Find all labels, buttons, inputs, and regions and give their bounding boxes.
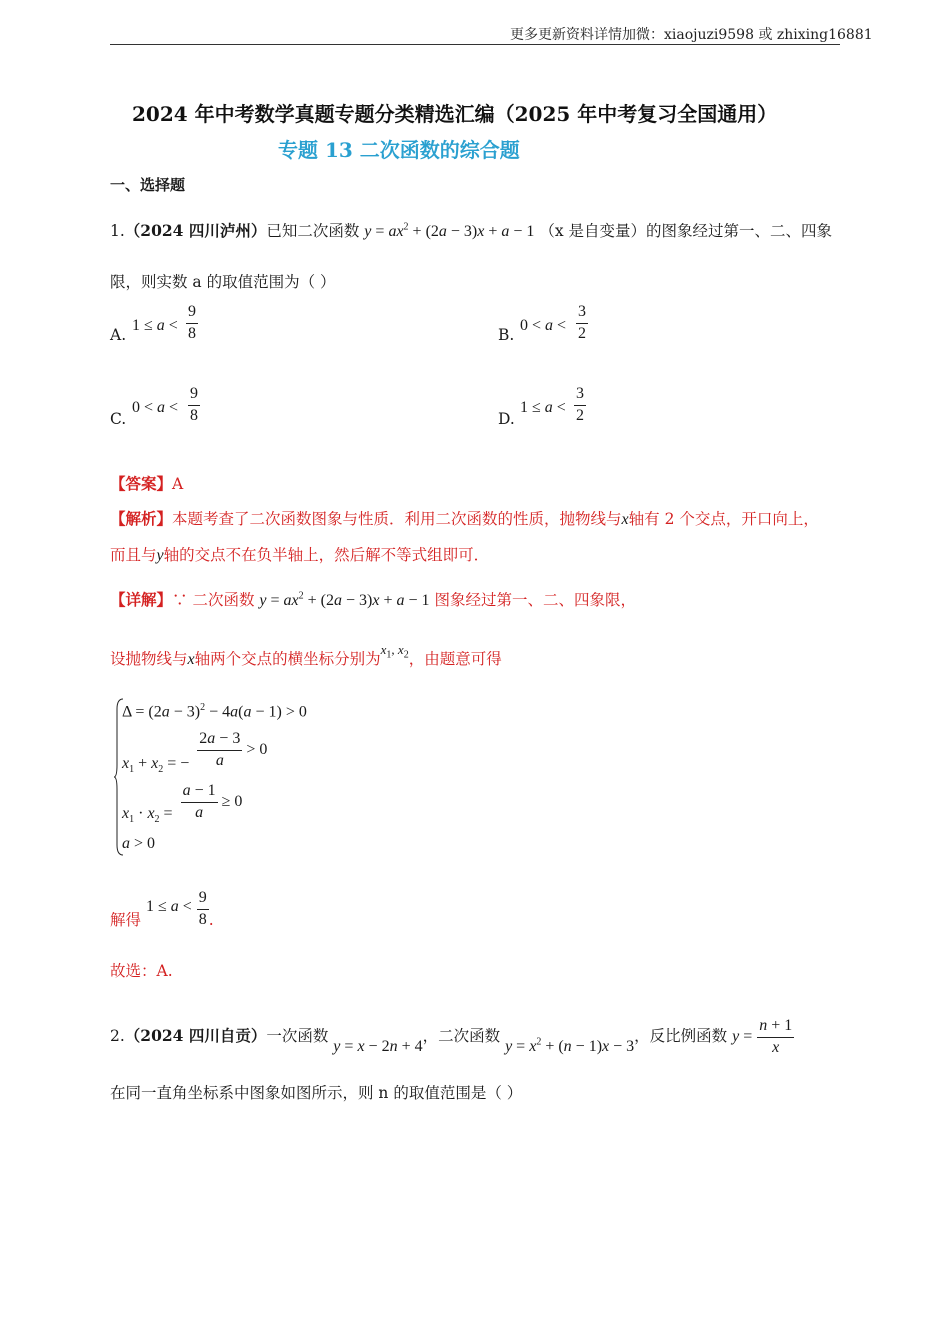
system-line-discriminant: $\Delta = (2a - 3)^2 - 4a(a - 1) > 0$ (122, 702, 307, 721)
analysis-text-1b: 轴有 2 个交点，开口向上， (628, 510, 819, 528)
q2-linear-formula: y = x − 2n + 4 (333, 1038, 423, 1056)
q1-choose: 故选：A. (110, 962, 173, 980)
q2-stem-b: ，二次函数 (422, 1027, 501, 1046)
detail-label: 【详解】 (110, 590, 173, 609)
option-b-math: 0 < a < (520, 317, 567, 334)
detail-text-1a: ∵ 二次函数 (172, 591, 255, 609)
q1-stem-line1 (110, 219, 832, 241)
q2-stem-a: 一次函数 (266, 1027, 329, 1046)
analysis-text-2a: 而且与 (110, 546, 157, 564)
page-title: 2024 年中考数学真题专题分类精选汇编（2025 年中考复习全国通用） (132, 102, 778, 126)
option-d-fraction: $\frac{3}{2}$ (576, 385, 584, 424)
page-subtitle: 专题 13 二次函数的综合题 (278, 138, 520, 162)
detail-text-2a: 设抛物线与 (110, 650, 188, 668)
q2-stem-line1 (110, 1010, 794, 1056)
q1-analysis-line2: 而且与y轴的交点不在负半轴上，然后解不等式组即可． (110, 546, 490, 564)
answer-value: A (172, 475, 184, 493)
header-note: 更多更新资料详情加微：xiaojuzi9598 或 zhixing16881 (510, 27, 873, 43)
q1-stem-a: 已知二次函数 (266, 222, 360, 240)
option-c-letter: C. (110, 410, 127, 428)
option-b-fraction: $\frac{3}{2}$ (578, 303, 586, 342)
q2-stem-c: ，反比例函数 (634, 1027, 728, 1046)
option-d-math: 1 ≤ a < (520, 399, 566, 416)
answer-label: 【答案】 (110, 474, 173, 493)
q1-detail-line1 (110, 588, 636, 610)
section-heading: 一、选择题 (110, 176, 186, 194)
option-b-letter: B. (498, 326, 515, 344)
system-line-positive: a > 0 (122, 835, 156, 852)
system-line-product: $x_1 \cdot x_2$ = $\frac{a - 1}{a}$ ≥ 0 (122, 782, 243, 826)
detail-formula: $y = ax^2 + (2a - 3)x + a - 1$ (259, 590, 430, 609)
detail-text-1b: 图象经过第一、二、四象限， (434, 591, 636, 609)
q2-source: （2024 四川自贡） (124, 1026, 267, 1046)
q1-function-formula: $y = ax^2 + (2a - 3)x + a - 1$ (364, 221, 535, 240)
q2-inverse-fraction: $\frac{n + 1}{x}$ (759, 1017, 793, 1056)
detail-text-2b: 轴两个交点的横坐标分别为 (194, 650, 381, 668)
q1-analysis-line1: 【解析】本题考查了二次函数图象与性质．利用二次函数的性质，抛物线与x轴有 2 个交点，开口向上， (110, 509, 819, 528)
option-a-letter: A. (110, 326, 127, 344)
option-d-letter: D. (498, 410, 515, 428)
solve-label: 解得 (110, 911, 142, 930)
solution-math: 1 ≤ a < (145, 898, 192, 916)
q2-number: 2. (110, 1027, 125, 1046)
analysis-text-1a: 本题考查了二次函数图象与性质．利用二次函数的性质，抛物线与 (172, 510, 622, 528)
system-line-sum: $x_1 + x_2$ = − $\frac{2a - 3}{a}$ > 0 (122, 730, 268, 776)
option-a-fraction: $\frac{9}{8}$ (188, 303, 196, 342)
analysis-text-2b: 轴的交点不在负半轴上，然后解不等式组即可． (163, 546, 490, 564)
q1-answer (110, 472, 183, 494)
q1-stem-b: （x 是自变量）的图象经过第一、二、四象 (539, 222, 833, 240)
option-c-math: 0 < a < (132, 399, 179, 416)
q1-detail-line2: 设抛物线与x轴两个交点的横坐标分别为$^{x_1, x_2}$，由题意可得 (110, 642, 502, 668)
q1-number: 1. (110, 222, 125, 240)
analysis-label: 【解析】 (110, 509, 173, 528)
q1-stem-c: 限，则实数 a 的取值范围为（ ） (110, 273, 336, 291)
header-divider (110, 44, 840, 45)
q2-stem-d: 在同一直角坐标系中图象如图所示，则 n 的取值范围是（ ） (110, 1084, 523, 1102)
q1-option-d (498, 385, 584, 428)
q2-inverse-lhs: y = (732, 1028, 753, 1046)
q1-option-c (110, 385, 198, 428)
q2-quadratic-formula: $y = x^2 + (n - 1)x - 3$ (505, 1036, 635, 1056)
detail-text-2c: ，由题意可得 (408, 650, 502, 668)
q1-source: （2024 四川泸州） (124, 221, 267, 240)
q1-option-a (110, 303, 196, 344)
option-c-fraction: $\frac{9}{8}$ (190, 385, 198, 424)
option-a-math: 1 ≤ a < (132, 317, 178, 334)
solution-fraction: $\frac{9}{8}$ (198, 889, 207, 928)
q1-option-b (498, 303, 586, 344)
q1-solution: 解得 1 ≤ a < $\frac{9}{8}$ . (110, 889, 214, 930)
